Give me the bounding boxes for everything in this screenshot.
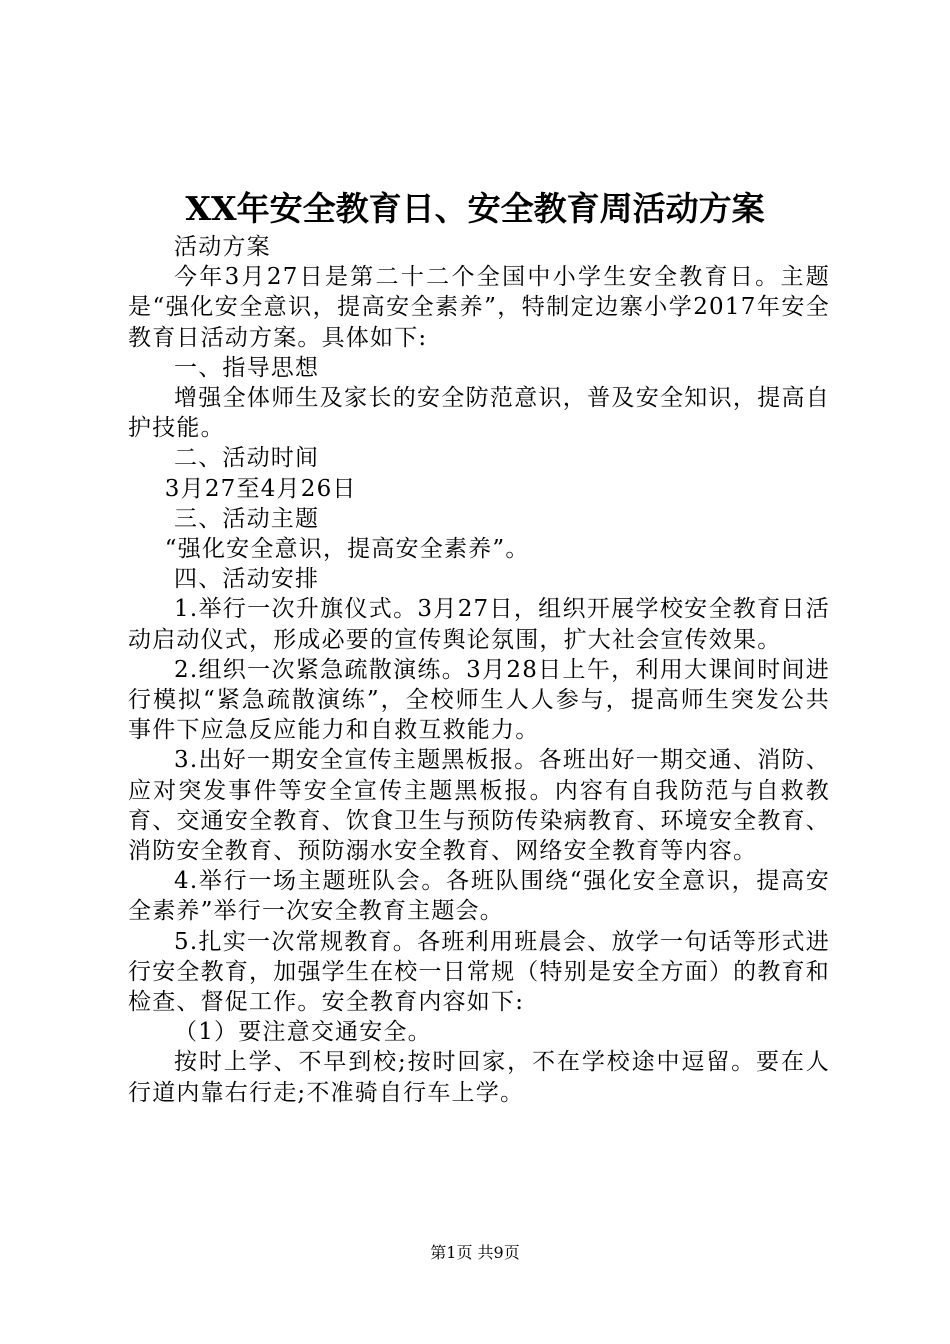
heading-activity-theme: 三、活动主题 — [174, 505, 320, 532]
subheading-traffic-safety: （1）要注意交通安全。 — [174, 1019, 432, 1046]
paragraph-intro: 今年3月27日是第二十二个全国中小学生安全教育日。主题是“强化安全意识，提高安全素养”，特制定边寨小学2017年安全教育日活动方案。具体如下: — [128, 264, 830, 351]
list-item-blackboard: 3.出好一期安全宣传主题黑板报。各班出好一期交通、消防、应对突发事件等安全宣传主题黑板报。内容有自我防范与自救教育、交通安全教育、饮食卫生与预防传染病教育、环境安全教育、消防安全教育、预防溺水安全教育、网络安全教育等内容。 — [128, 747, 830, 865]
paragraph-traffic-safety: 按时上学、不早到校;按时回家，不在学校途中逗留。要在人行道内靠右行走;不准骑自行车上学。 — [128, 1049, 830, 1106]
paragraph-activity-time: 3月27至4月26日 — [164, 475, 357, 502]
list-item-routine-education: 5.扎实一次常规教育。各班利用班晨会、放学一句话等形式进行安全教育，加强学生在校一日常规（特别是安全方面）的教育和检查、督促工作。安全教育内容如下: — [128, 928, 830, 1016]
heading-activity-time: 二、活动时间 — [174, 445, 320, 472]
paragraph-activity-theme: “强化安全意识，提高安全素养”。 — [164, 536, 530, 563]
document-title: XX年安全教育日、安全教育周活动方案 — [185, 189, 765, 228]
list-item-class-meeting: 4.举行一场主题班队会。各班队围绕“强化安全意识，提高安全素养”举行一次安全教育主题会。 — [128, 868, 830, 925]
page-footer: 第1页 共9页 — [430, 1243, 520, 1262]
list-item-flag-ceremony: 1.举行一次升旗仪式。3月27日，组织开展学校安全教育日活动启动仪式，形成必要的宣传舆论氛围，扩大社会宣传效果。 — [128, 596, 830, 653]
heading-activity-arrangement: 四、活动安排 — [174, 566, 320, 593]
document-body — [128, 232, 830, 1108]
list-item-evacuation-drill: 2.组织一次紧急疏散演练。3月28日上午，利用大课间时间进行模拟“紧急疏散演练”，全校师生人人参与，提高师生突发公共事件下应急反应能力和自救互救能力。 — [128, 656, 830, 744]
heading-guiding-idea: 一、指导思想 — [174, 354, 320, 381]
paragraph-guiding-idea: 增强全体师生及家长的安全防范意识，普及安全知识，提高自护技能。 — [128, 385, 830, 442]
paragraph-activity-plan: 活动方案 — [174, 234, 271, 260]
